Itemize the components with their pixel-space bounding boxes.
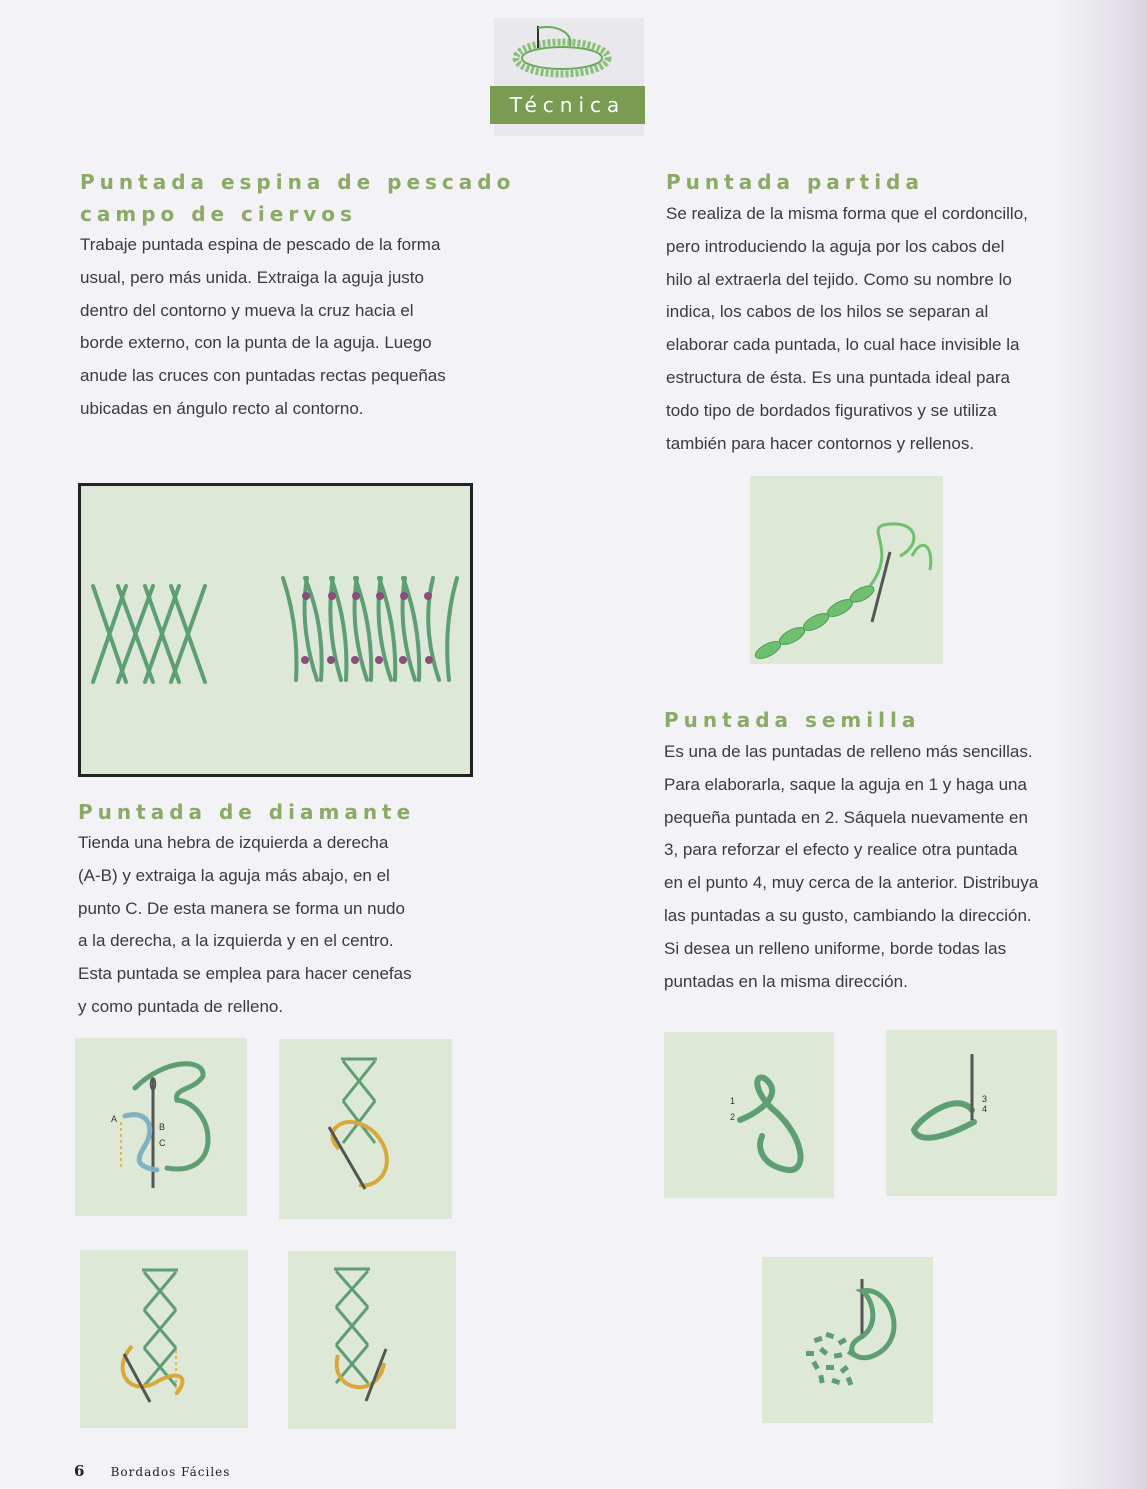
seed-step-1	[664, 1032, 834, 1198]
page-number: 6	[74, 1462, 85, 1480]
seed-body: Es una de las puntadas de relleno más sencillas. Para elaborarla, saque la aguja en 1 y haga una pequeña puntada en 2. Sáquela nuevamente en 3, para reforzar el efecto y realice otra puntada en el punto 4, muy cerca de la anterior. Distribuya las puntadas a su gusto, cambiando la dirección. Si desea un relleno uniforme, borde todas las puntadas en la misma dirección.	[664, 742, 1039, 991]
fishbone-body: Trabaje puntada espina de pescado de la forma usual, pero más unida. Extraiga la aguja justo dentro del contorno y mueva la cruz hacia el borde externo, con la punta de la aguja. Luego anude las cruces con puntadas rectas pequeñas ubicadas en ángulo recto al contorno.	[80, 235, 446, 418]
book-title: Bordados Fáciles	[110, 1465, 231, 1479]
diamond-step-1	[75, 1038, 247, 1216]
svg-text:3: 3	[982, 1094, 988, 1104]
split-title: Puntada partida	[666, 170, 924, 194]
section-tag: Técnica	[490, 86, 645, 124]
page-footer	[74, 1462, 230, 1480]
fishbone-stitch-illustration	[78, 483, 473, 777]
split-stitch-illustration	[750, 476, 943, 664]
diamond-title: Puntada de diamante	[78, 800, 416, 824]
seed-step-3	[762, 1257, 933, 1423]
diamond-step-4	[288, 1251, 456, 1429]
svg-text:B: B	[159, 1122, 166, 1132]
svg-text:2: 2	[730, 1112, 736, 1122]
fishbone-title: Puntada espina de pescado campo de ciervos	[80, 170, 516, 226]
svg-text:4: 4	[982, 1104, 988, 1114]
diamond-body: Tienda una hebra de izquierda a derecha (A-B) y extraiga la aguja más abajo, en el punto C. De esta manera se forma un nudo a la derecha, a la izquierda y en el centro. Esta puntada se emplea para hacer cenefas y como puntada de relleno.	[78, 833, 412, 1016]
seed-title: Puntada semilla	[664, 708, 921, 732]
page-edge-shadow	[1057, 0, 1147, 1489]
diamond-step-2	[279, 1039, 452, 1219]
diamond-step-3	[80, 1250, 248, 1428]
svg-text:1: 1	[730, 1096, 736, 1106]
svg-text:C: C	[159, 1138, 166, 1148]
split-body: Se realiza de la misma forma que el cordoncillo, pero introduciendo la aguja por los cabos del hilo al extraerla del tejido. Como su nombre lo indica, los cabos de los hilos se separan al elaborar cada puntada, lo cual hace invisible la estructura de ésta. Es una puntada ideal para todo tipo de bordados figurativos y se utiliza también para hacer contornos y rellenos.	[666, 204, 1028, 453]
svg-text:A: A	[111, 1114, 118, 1124]
seed-step-2	[886, 1030, 1057, 1196]
